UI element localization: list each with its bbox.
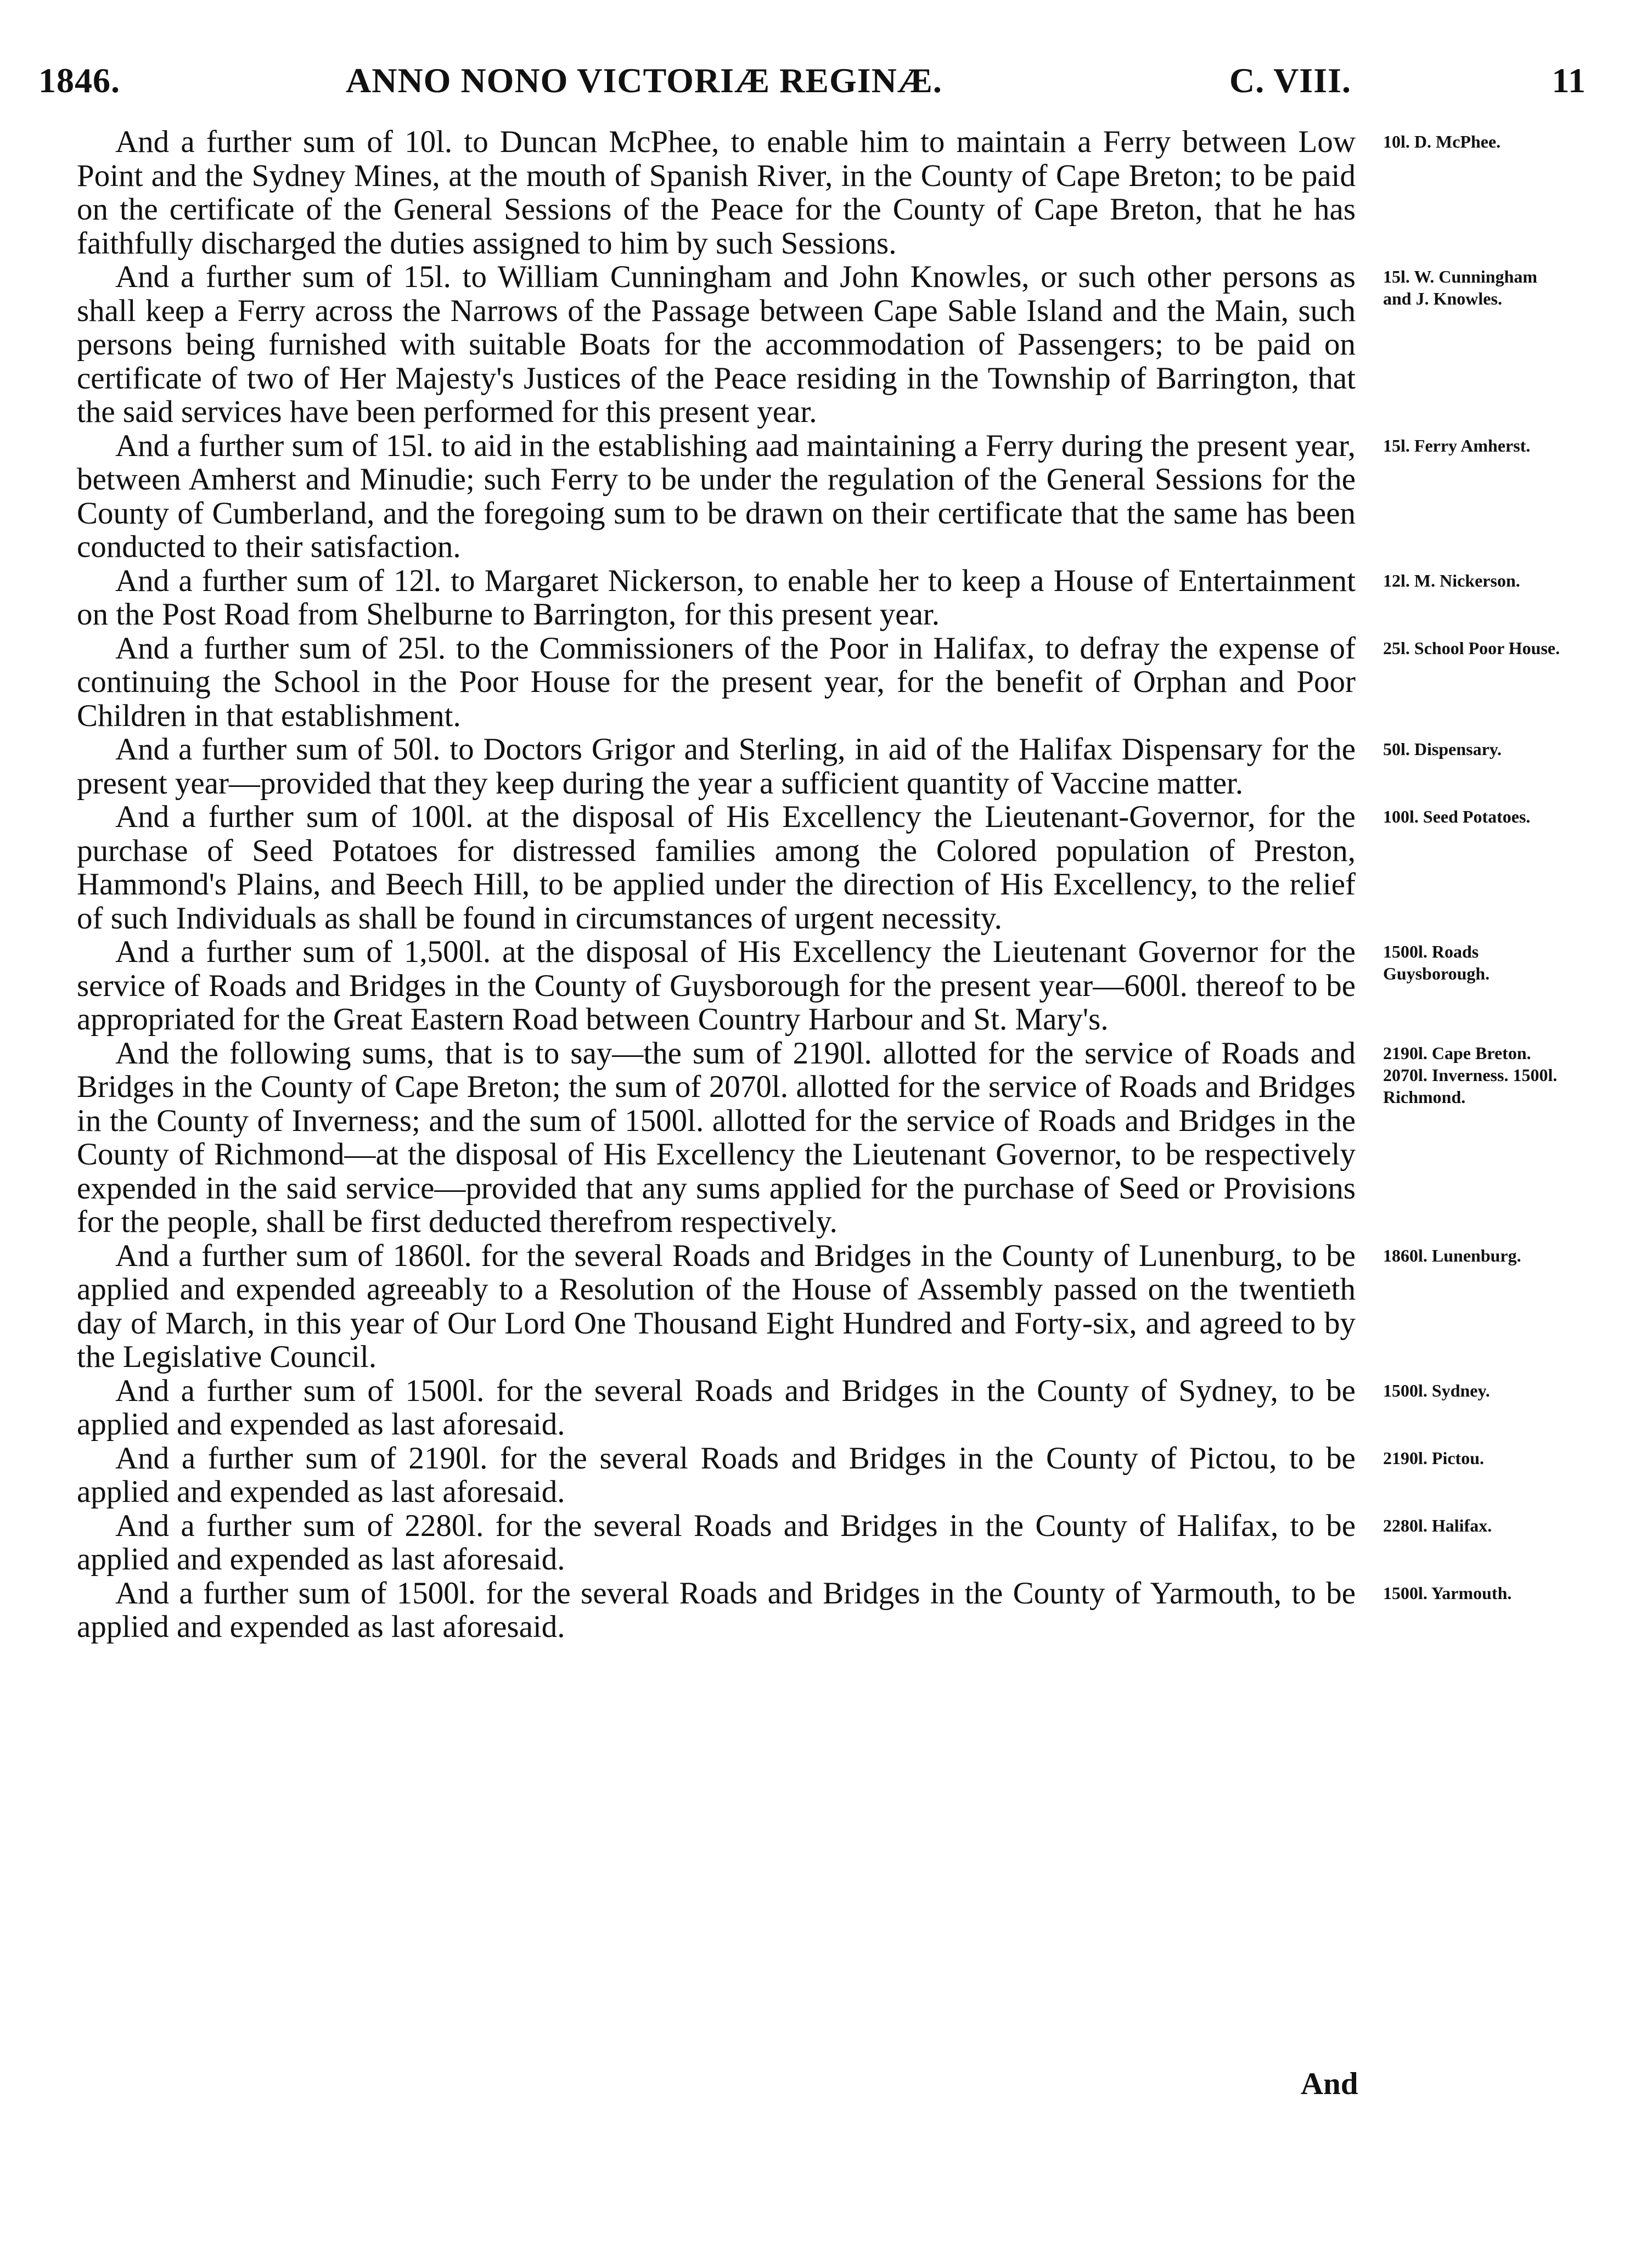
margin-note: 10l. D. McPhee. (1383, 132, 1501, 151)
margin-note: 15l. Ferry Amherst. (1383, 435, 1531, 455)
margin-note: 1860l. Lunenburg. (1383, 1245, 1521, 1265)
entry-text: And a further sum of 15l. to William Cunningham and John Knowles, or such other persons as shall keep a Ferry across the Narrows of the Passage between Cape Sable Island and the Main, such persons being furnished with suitable Boats for the accommodation of Passengers; to be paid on certificate of two of Her Majesty's Justices of the Peace residing in the Township of Barrington, that the said services have been performed for this present year. (77, 260, 1356, 429)
entry (77, 1239, 1581, 1374)
entry-text: And a further sum of 15l. to aid in the establishing aad maintaining a Ferry during the present year, between Amherst and Minudie; such Ferry to be under the regulation of the General Sessions for the County of Cumberland, and the foregoing sum to be drawn on their certificate that the same has been conducted to their satisfaction. (77, 428, 1356, 564)
entry-text: And a further sum of 25l. to the Commissioners of the Poor in Halifax, to defray the expense of continuing the School in the Poor House for the present year, for the benefit of Orphan and Poor Children in that establishment. (77, 631, 1356, 733)
margin-note: 2280l. Halifax. (1383, 1515, 1492, 1535)
entry-text: And a further sum of 1500l. for the several Roads and Bridges in the County of Yarmouth, to be applied and expended as last aforesaid. (77, 1575, 1356, 1644)
entry-text: And the following sums, that is to say—the sum of 2190l. allotted for the service of Roads and Bridges in the County of Cape Breton; the sum of 2070l. allotted for the service of Roads and Bridges in the County of Inverness; and the sum of 1500l. allotted for the service of Roads and Bridges in the County of Richmond—at the disposal of His Excellency the Lieutenant Governor, to be respectively expended in the said service—provided that any sums applied for the purchase of Seed or Provisions for the people, shall be first deducted therefrom respectively. (77, 1035, 1356, 1239)
page-body (77, 125, 1581, 1644)
entry (77, 1577, 1581, 1644)
page-number: 11 (1552, 61, 1586, 100)
entry (77, 125, 1581, 260)
entry (77, 1509, 1581, 1577)
header-title: ANNO NONO VICTORIÆ REGINÆ. (346, 61, 942, 100)
margin-note: 2190l. Pictou. (1383, 1448, 1484, 1468)
running-header (38, 60, 1586, 110)
margin-note: 1500l. Sydney. (1383, 1380, 1490, 1400)
entry (77, 1442, 1581, 1509)
entry-text: And a further sum of 12l. to Margaret Nickerson, to enable her to keep a House of Entertainment on the Post Road from Shelburne to Barrington, for this present year. (77, 563, 1356, 632)
entry-text: And a further sum of 1860l. for the several Roads and Bridges in the County of Lunenburg, to be applied and expended agreeably to a Resolution of the House of Assembly passed on the twentieth day of March, in this year of Our Lord One Thousand Eight Hundred and Forty-six, and agreed to by the Legislative Council. (77, 1238, 1356, 1374)
entry-text: And a further sum of 10l. to Duncan McPhee, to enable him to maintain a Ferry between Low Point and the Sydney Mines, at the mouth of Spanish River, in the County of Cape Breton; to be paid on the certificate of the General Sessions of the Peace for the County of Cape Breton, that he has faithfully discharged the duties assigned to him by such Sessions. (77, 125, 1356, 261)
margin-note: 100l. Seed Potatoes. (1383, 807, 1531, 826)
margin-note: 12l. M. Nickerson. (1383, 570, 1520, 590)
entry-text: And a further sum of 2190l. for the several Roads and Bridges in the County of Pictou, to be applied and expended as last aforesaid. (77, 1440, 1356, 1509)
entry (77, 260, 1581, 429)
entry (77, 564, 1581, 632)
margin-note: 1500l. Roads Guysborough. (1383, 942, 1490, 983)
catchword: And (1301, 2067, 1358, 2101)
margin-note: 2190l. Cape Breton. 2070l. Inverness. 1500l. Richmond. (1383, 1043, 1558, 1107)
entry (77, 935, 1581, 1037)
margin-note: 25l. School Poor House. (1383, 638, 1560, 658)
entry (77, 429, 1581, 564)
entry (77, 733, 1581, 800)
entry-text: And a further sum of 100l. at the disposal of His Excellency the Lieutenant-Governor, for the purchase of Seed Potatoes for distressed families among the Colored population of Preston, Hammond's Plains, and Beech Hill, to be applied under the direction of His Excellency, to the relief of such Individuals as shall be found in circumstances of urgent necessity. (77, 800, 1356, 936)
entry (77, 1037, 1581, 1239)
entry-text: And a further sum of 1500l. for the several Roads and Bridges in the County of Sydney, to be applied and expended as last aforesaid. (77, 1373, 1356, 1442)
margin-note: 1500l. Yarmouth. (1383, 1583, 1512, 1603)
entry (77, 800, 1581, 935)
entry-text: And a further sum of 50l. to Doctors Grigor and Sterling, in aid of the Halifax Dispensary for the present year—provided that they keep during the year a sufficient quantity of Vaccine matter. (77, 732, 1356, 801)
entry-text: And a further sum of 2280l. for the several Roads and Bridges in the County of Halifax, to be applied and expended as last aforesaid. (77, 1508, 1356, 1577)
margin-note: 50l. Dispensary. (1383, 739, 1502, 759)
margin-note: 15l. W. Cunningham and J. Knowles. (1383, 267, 1538, 308)
entry-text: And a further sum of 1,500l. at the disposal of His Excellency the Lieutenant Governor for the service of Roads and Bridges in the County of Guysborough for the present year—600l. thereof to be appropriated for the Great Eastern Road between Country Harbour and St. Mary's. (77, 935, 1356, 1037)
header-year: 1846. (38, 61, 120, 100)
entry (77, 1374, 1581, 1442)
header-chapter: C. VIII. (1229, 61, 1351, 100)
entry (77, 632, 1581, 733)
